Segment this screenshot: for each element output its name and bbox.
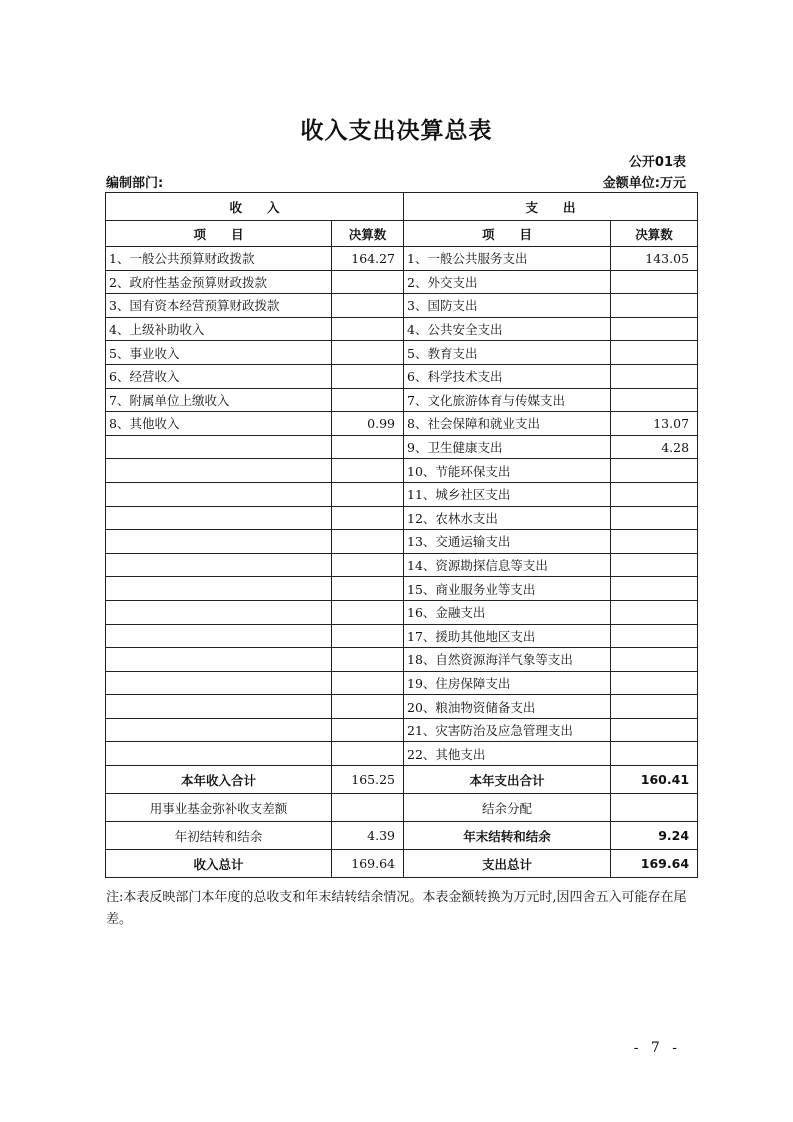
- summary-expense-label: 年末结转和结余: [404, 822, 611, 850]
- page-number: - 7 -: [633, 1040, 681, 1056]
- table-row: [106, 364, 698, 388]
- summary-expense-amount: 9.24: [611, 822, 698, 850]
- income-item-cell: [106, 624, 332, 648]
- income-amount-cell: [332, 671, 404, 695]
- income-item-cell: [106, 648, 332, 672]
- expense-amount-cell: [611, 459, 698, 483]
- income-amount-cell: [332, 530, 404, 554]
- expense-item-cell: 10、节能环保支出: [404, 459, 611, 483]
- summary-expense-label: 支出总计: [404, 850, 611, 878]
- expense-amount-cell: [611, 600, 698, 624]
- table-row: [106, 341, 698, 365]
- expense-amount-cell: [611, 294, 698, 318]
- income-amount-cell: [332, 270, 404, 294]
- expense-item-cell: 11、城乡社区支出: [404, 482, 611, 506]
- expense-item-cell: 18、自然资源海洋气象等支出: [404, 648, 611, 672]
- income-item-cell: [106, 435, 332, 459]
- expense-amount-cell: [611, 577, 698, 601]
- income-group-header: 收 入: [106, 193, 404, 221]
- expense-amount-cell: [611, 530, 698, 554]
- expense-item-cell: 17、援助其他地区支出: [404, 624, 611, 648]
- income-amount-cell: [332, 341, 404, 365]
- income-item-cell: 2、政府性基金预算财政拨款: [106, 270, 332, 294]
- table-note: 注:本表反映部门本年度的总收支和年末结转结余情况。本表金额转换为万元时,因四舍五入可能存在尾差。: [106, 890, 687, 927]
- income-item-cell: [106, 695, 332, 719]
- summary-income-amount: 169.64: [332, 850, 404, 878]
- table-row: [106, 459, 698, 483]
- summary-row: [106, 766, 698, 794]
- compiling-department-label: 编制部门:: [106, 176, 164, 191]
- expense-item-cell: 21、灾害防治及应急管理支出: [404, 718, 611, 742]
- table-group-header-row: [106, 193, 698, 221]
- income-amount-cell: [332, 600, 404, 624]
- table-row: [106, 294, 698, 318]
- summary-row: [106, 850, 698, 878]
- expense-item-cell: 16、金融支出: [404, 600, 611, 624]
- amount-unit-label: 金额单位:万元: [602, 176, 686, 191]
- income-item-cell: 8、其他收入: [106, 412, 332, 436]
- income-amount-cell: [332, 482, 404, 506]
- expense-group-header: 支 出: [404, 193, 698, 221]
- expense-item-header: 项 目: [404, 221, 611, 247]
- income-item-cell: [106, 530, 332, 554]
- table-row: [106, 506, 698, 530]
- income-item-cell: 5、事业收入: [106, 341, 332, 365]
- summary-expense-amount: 169.64: [611, 850, 698, 878]
- income-item-cell: [106, 482, 332, 506]
- expense-amount-cell: [611, 270, 698, 294]
- summary-expense-amount: [611, 794, 698, 822]
- summary-income-amount: 4.39: [332, 822, 404, 850]
- income-item-cell: 7、附属单位上缴收入: [106, 388, 332, 412]
- income-amount-header: 决算数: [332, 221, 404, 247]
- income-item-cell: [106, 671, 332, 695]
- income-item-cell: [106, 506, 332, 530]
- expense-item-cell: 3、国防支出: [404, 294, 611, 318]
- expense-amount-cell: [611, 648, 698, 672]
- expense-item-cell: 6、科学技术支出: [404, 364, 611, 388]
- income-amount-cell: [332, 648, 404, 672]
- income-item-cell: [106, 459, 332, 483]
- expense-amount-cell: [611, 341, 698, 365]
- income-item-cell: 3、国有资本经营预算财政拨款: [106, 294, 332, 318]
- table-row: [106, 553, 698, 577]
- expense-item-cell: 19、住房保障支出: [404, 671, 611, 695]
- table-row: [106, 577, 698, 601]
- summary-income-label: 收入总计: [106, 850, 332, 878]
- income-amount-cell: 164.27: [332, 247, 404, 271]
- income-item-cell: 6、经营收入: [106, 364, 332, 388]
- summary-income-amount: [332, 794, 404, 822]
- income-item-cell: [106, 742, 332, 766]
- expense-item-cell: 1、一般公共服务支出: [404, 247, 611, 271]
- income-amount-cell: [332, 742, 404, 766]
- income-amount-cell: [332, 695, 404, 719]
- income-amount-cell: [332, 577, 404, 601]
- income-amount-cell: [332, 435, 404, 459]
- table-row: [106, 695, 698, 719]
- expense-amount-cell: [611, 671, 698, 695]
- expense-amount-cell: [611, 482, 698, 506]
- summary-expense-amount: 160.41: [611, 766, 698, 794]
- expense-item-cell: 14、资源勘探信息等支出: [404, 553, 611, 577]
- income-item-cell: 1、一般公共预算财政拨款: [106, 247, 332, 271]
- income-item-cell: [106, 553, 332, 577]
- expense-item-cell: 13、交通运输支出: [404, 530, 611, 554]
- expense-item-cell: 20、粮油物资储备支出: [404, 695, 611, 719]
- table-row: [106, 482, 698, 506]
- income-item-cell: 4、上级补助收入: [106, 317, 332, 341]
- table-row: [106, 624, 698, 648]
- income-amount-cell: [332, 364, 404, 388]
- expense-item-cell: 5、教育支出: [404, 341, 611, 365]
- table-column-header-row: [106, 221, 698, 247]
- table-row: [106, 388, 698, 412]
- table-row: [106, 530, 698, 554]
- summary-income-label: 年初结转和结余: [106, 822, 332, 850]
- income-item-header: 项 目: [106, 221, 332, 247]
- expense-item-cell: 12、农林水支出: [404, 506, 611, 530]
- page-title: 收入支出决算总表: [300, 118, 493, 144]
- expense-amount-cell: 4.28: [611, 435, 698, 459]
- table-row: [106, 600, 698, 624]
- table-row: [106, 270, 698, 294]
- table-row: [106, 671, 698, 695]
- expense-amount-header: 决算数: [611, 221, 698, 247]
- expense-amount-cell: 143.05: [611, 247, 698, 271]
- expense-amount-cell: [611, 742, 698, 766]
- income-item-cell: [106, 718, 332, 742]
- expense-item-cell: 4、公共安全支出: [404, 317, 611, 341]
- income-amount-cell: [332, 317, 404, 341]
- expense-item-cell: 9、卫生健康支出: [404, 435, 611, 459]
- form-code: 公开01表: [628, 155, 686, 170]
- expense-amount-cell: [611, 553, 698, 577]
- table-row: [106, 742, 698, 766]
- table-row: [106, 412, 698, 436]
- income-amount-cell: [332, 506, 404, 530]
- income-item-cell: [106, 600, 332, 624]
- expense-amount-cell: [611, 317, 698, 341]
- summary-income-amount: 165.25: [332, 766, 404, 794]
- income-amount-cell: [332, 294, 404, 318]
- table-row: [106, 247, 698, 271]
- table-row: [106, 317, 698, 341]
- expense-amount-cell: [611, 364, 698, 388]
- income-item-cell: [106, 577, 332, 601]
- income-amount-cell: [332, 388, 404, 412]
- summary-expense-label: 本年支出合计: [404, 766, 611, 794]
- expense-amount-cell: 13.07: [611, 412, 698, 436]
- expense-item-cell: 15、商业服务业等支出: [404, 577, 611, 601]
- summary-row: [106, 822, 698, 850]
- income-amount-cell: [332, 459, 404, 483]
- expense-amount-cell: [611, 506, 698, 530]
- summary-expense-label: 结余分配: [404, 794, 611, 822]
- expense-amount-cell: [611, 718, 698, 742]
- expense-amount-cell: [611, 624, 698, 648]
- expense-item-cell: 22、其他支出: [404, 742, 611, 766]
- summary-row: [106, 794, 698, 822]
- summary-income-label: 用事业基金弥补收支差额: [106, 794, 332, 822]
- income-amount-cell: [332, 553, 404, 577]
- table-row: [106, 648, 698, 672]
- expense-item-cell: 8、社会保障和就业支出: [404, 412, 611, 436]
- summary-income-label: 本年收入合计: [106, 766, 332, 794]
- income-expense-table: [105, 192, 698, 878]
- expense-amount-cell: [611, 388, 698, 412]
- expense-item-cell: 7、文化旅游体育与传媒支出: [404, 388, 611, 412]
- income-amount-cell: [332, 624, 404, 648]
- expense-item-cell: 2、外交支出: [404, 270, 611, 294]
- table-row: [106, 435, 698, 459]
- income-amount-cell: [332, 718, 404, 742]
- table-row: [106, 718, 698, 742]
- expense-amount-cell: [611, 695, 698, 719]
- income-amount-cell: 0.99: [332, 412, 404, 436]
